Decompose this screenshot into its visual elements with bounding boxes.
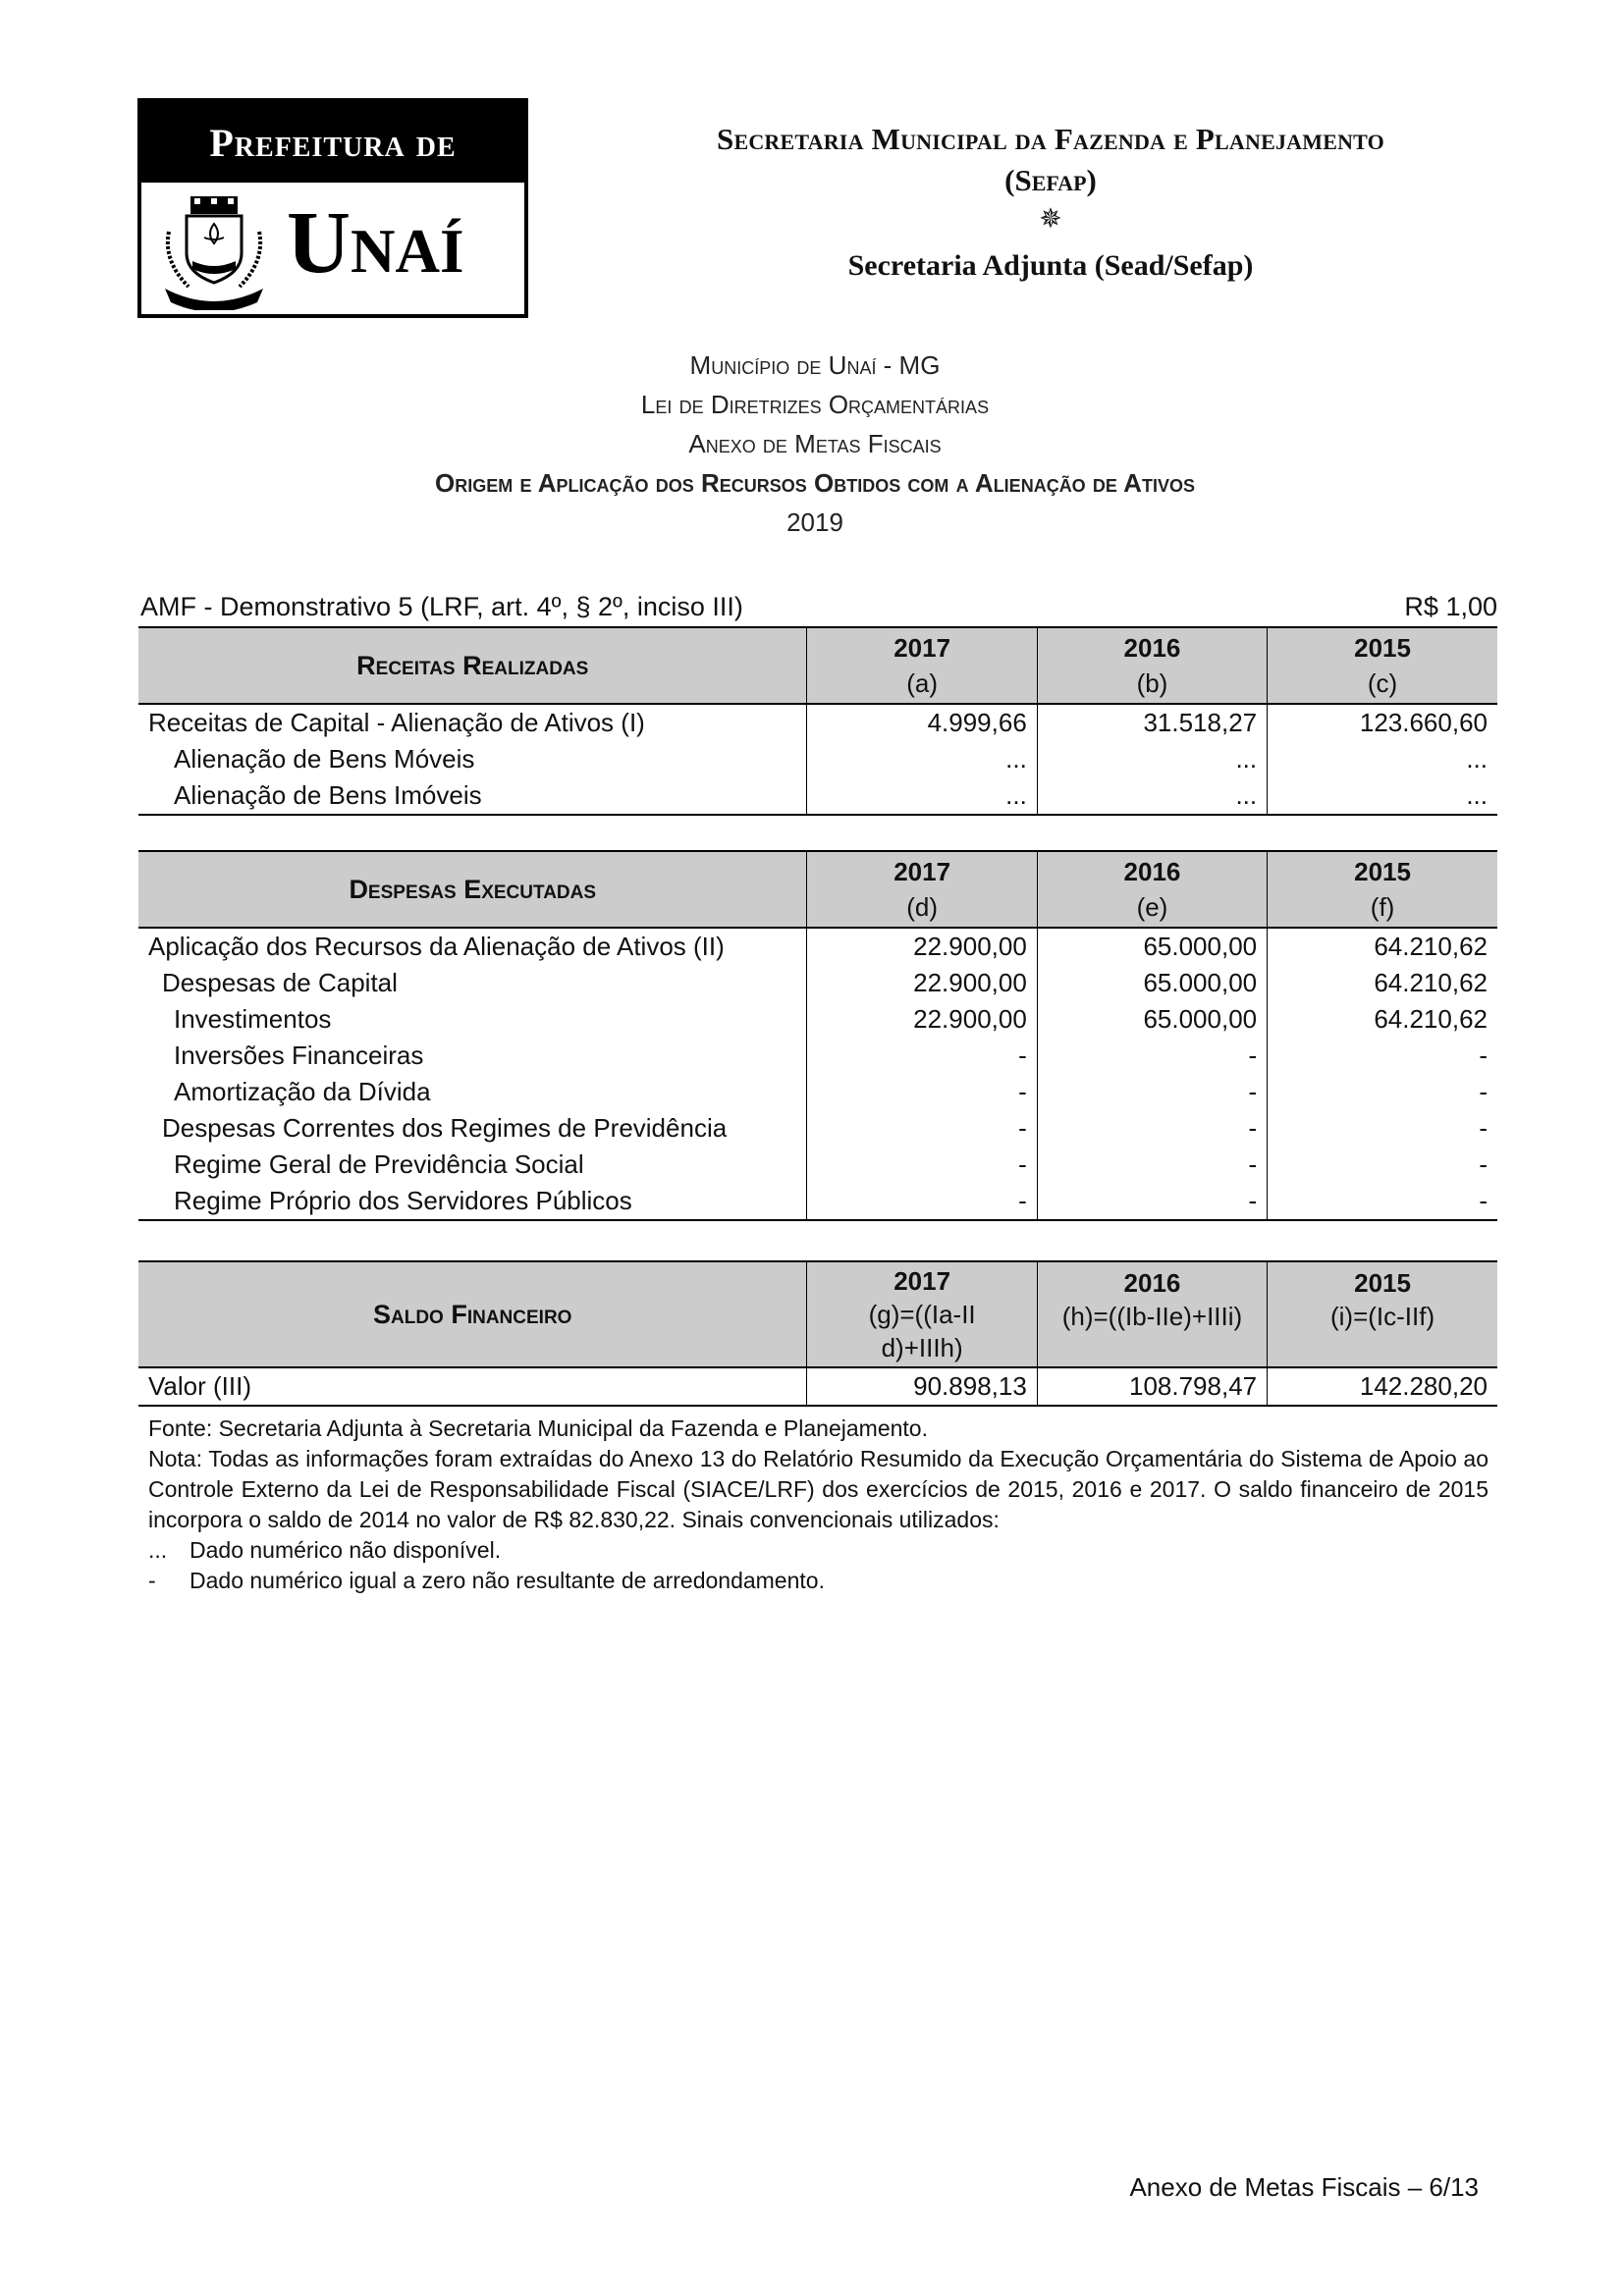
- municipality: Município de Unaí - MG: [689, 350, 941, 380]
- annex-name: Anexo de Metas Fiscais: [688, 429, 942, 458]
- table-row: [138, 1001, 1497, 1038]
- cell-value: -: [807, 1074, 1037, 1110]
- cell-value: -: [1037, 1074, 1267, 1110]
- cell-value: -: [1268, 1110, 1497, 1147]
- secretariat-title: Secretaria Municipal da Fazenda e Planejamento: [717, 122, 1384, 156]
- cell-value: -: [1037, 1038, 1267, 1074]
- row-label: Inversões Financeiras: [174, 1041, 424, 1070]
- cell-value: -: [1037, 1110, 1267, 1147]
- table-meta: [140, 589, 1497, 624]
- cell-value: 65.000,00: [1037, 928, 1267, 965]
- receitas-header-row: [138, 627, 1497, 704]
- row-label: Investimentos: [174, 1004, 332, 1034]
- despesas-table: [138, 850, 1497, 1221]
- column-header: 2016 (b): [1037, 627, 1267, 704]
- cell-value: 65.000,00: [1037, 965, 1267, 1001]
- secretariat-header: [589, 120, 1512, 291]
- coat-of-arms-icon: [155, 192, 273, 310]
- cell-value: -: [807, 1110, 1037, 1147]
- logo-top-text: Prefeitura de: [141, 102, 524, 183]
- legend-meaning: Dado numérico igual a zero não resultante de arredondamento.: [189, 1568, 825, 1593]
- row-label: Despesas de Capital: [162, 968, 398, 997]
- cell-value: -: [807, 1183, 1037, 1220]
- logo-bottom: [141, 183, 524, 314]
- cell-value: 142.280,20: [1268, 1367, 1497, 1406]
- row-label: Receitas de Capital - Alienação de Ativos (I): [148, 708, 645, 737]
- cell-value: 31.518,27: [1037, 704, 1267, 741]
- explanatory-note: Nota: Todas as informações foram extraídas do Anexo 13 do Relatório Resumido da Execução Orçamentária do Sistema de Apoio ao Controle Externo da Lei de Responsabilidade Fiscal (SIACE/LRF) dos exercícios de 2015, 2016 e 2017. O saldo financeiro de 2015 incorpora o saldo de 2014 no valor de R$ 82.830,22. Sinais convencionais utilizados:: [148, 1446, 1489, 1532]
- legend-sign: [148, 1566, 1489, 1596]
- despesas-header: Despesas Executadas: [138, 851, 807, 928]
- table-row: [138, 704, 1497, 741]
- saldo-header: Saldo Financeiro: [138, 1261, 807, 1367]
- legend-symbol: ...: [148, 1537, 168, 1563]
- sub-secretariat: Secretaria Adjunta (Sead/Sefap): [847, 249, 1254, 282]
- prefeitura-logo: [137, 98, 528, 318]
- column-header: 2017 (g)=((Ia-IId)+IIIh): [807, 1261, 1037, 1367]
- table-row: [138, 1074, 1497, 1110]
- row-label: Amortização da Dívida: [174, 1077, 431, 1106]
- demonstrativo-label: AMF - Demonstrativo 5 (LRF, art. 4º, § 2º, inciso III): [140, 592, 743, 621]
- cell-value: -: [807, 1038, 1037, 1074]
- row-label: Aplicação dos Recursos da Alienação de Ativos (II): [148, 932, 725, 961]
- cell-value: ...: [1268, 741, 1497, 777]
- row-label: Valor (III): [138, 1367, 807, 1406]
- column-header: 2017 (a): [807, 627, 1037, 704]
- cell-value: ...: [807, 741, 1037, 777]
- column-header: 2015 (f): [1268, 851, 1497, 928]
- cell-value: -: [1268, 1183, 1497, 1220]
- cell-value: ...: [1037, 741, 1267, 777]
- row-label: Alienação de Bens Imóveis: [138, 777, 807, 815]
- table-row: [138, 1038, 1497, 1074]
- source-note: Fonte: Secretaria Adjunta à Secretaria Municipal da Fazenda e Planejamento.: [148, 1415, 928, 1441]
- law-name: Lei de Diretrizes Orçamentárias: [640, 390, 990, 419]
- cell-value: -: [1268, 1038, 1497, 1074]
- table-row: [138, 965, 1497, 1001]
- table-row: [138, 928, 1497, 965]
- cell-value: 64.210,62: [1268, 1001, 1497, 1038]
- cell-value: 64.210,62: [1268, 965, 1497, 1001]
- row-label: Despesas Correntes dos Regimes de Previdência: [162, 1113, 728, 1143]
- receitas-table: [138, 626, 1497, 816]
- cell-value: 64.210,62: [1268, 928, 1497, 965]
- cell-value: -: [1037, 1183, 1267, 1220]
- document-titles: [137, 346, 1492, 542]
- column-header: 2016 (e): [1037, 851, 1267, 928]
- receitas-header: Receitas Realizadas: [138, 627, 807, 704]
- legend-symbol: -: [148, 1568, 156, 1593]
- page-footer: Anexo de Metas Fiscais – 6/13: [1129, 2172, 1479, 2202]
- legend-sign: [148, 1535, 1489, 1566]
- table-row: [138, 741, 1497, 777]
- despesas-header-row: [138, 851, 1497, 928]
- secretariat-abbr: (Sefap): [1004, 163, 1097, 197]
- column-header: 2015 (c): [1268, 627, 1497, 704]
- row-label: Regime Geral de Previdência Social: [174, 1149, 584, 1179]
- cell-value: 90.898,13: [807, 1367, 1037, 1406]
- saldo-header-row: [138, 1261, 1497, 1367]
- row-label: Alienação de Bens Móveis: [174, 744, 475, 774]
- cell-value: ...: [1037, 777, 1267, 815]
- logo-city-name: Unaí: [287, 194, 464, 292]
- document-title: Origem e Aplicação dos Recursos Obtidos com a Alienação de Ativos: [435, 468, 1195, 498]
- column-header: 2015 (i)=(Ic-IIf): [1268, 1261, 1497, 1367]
- table-row: [138, 1110, 1497, 1147]
- cell-value: 4.999,66: [807, 704, 1037, 741]
- cell-value: 22.900,00: [807, 965, 1037, 1001]
- currency-unit: R$ 1,00: [1404, 592, 1497, 621]
- column-header: 2017 (d): [807, 851, 1037, 928]
- table-row: [138, 1147, 1497, 1183]
- cell-value: 65.000,00: [1037, 1001, 1267, 1038]
- cell-value: 123.660,60: [1268, 704, 1497, 741]
- column-header: 2016 (h)=((Ib-IIe)+IIIi): [1037, 1261, 1267, 1367]
- cell-value: 22.900,00: [807, 928, 1037, 965]
- row-label: Regime Próprio dos Servidores Públicos: [138, 1183, 807, 1220]
- cell-value: ...: [807, 777, 1037, 815]
- cell-value: -: [1268, 1074, 1497, 1110]
- cell-value: 108.798,47: [1037, 1367, 1267, 1406]
- legend-meaning: Dado numérico não disponível.: [189, 1537, 502, 1563]
- table-row: [138, 777, 1497, 815]
- compass-star-icon: ✵: [1039, 204, 1062, 235]
- svg-text:UNAÍ: UNAÍ: [199, 292, 229, 303]
- table-row: [138, 1367, 1497, 1406]
- document-year: 2019: [786, 507, 843, 537]
- cell-value: -: [1268, 1147, 1497, 1183]
- cell-value: 22.900,00: [807, 1001, 1037, 1038]
- cell-value: -: [807, 1147, 1037, 1183]
- cell-value: -: [1037, 1147, 1267, 1183]
- notes: [148, 1414, 1489, 1596]
- cell-value: ...: [1268, 777, 1497, 815]
- saldo-table: [138, 1260, 1497, 1407]
- table-row: [138, 1183, 1497, 1220]
